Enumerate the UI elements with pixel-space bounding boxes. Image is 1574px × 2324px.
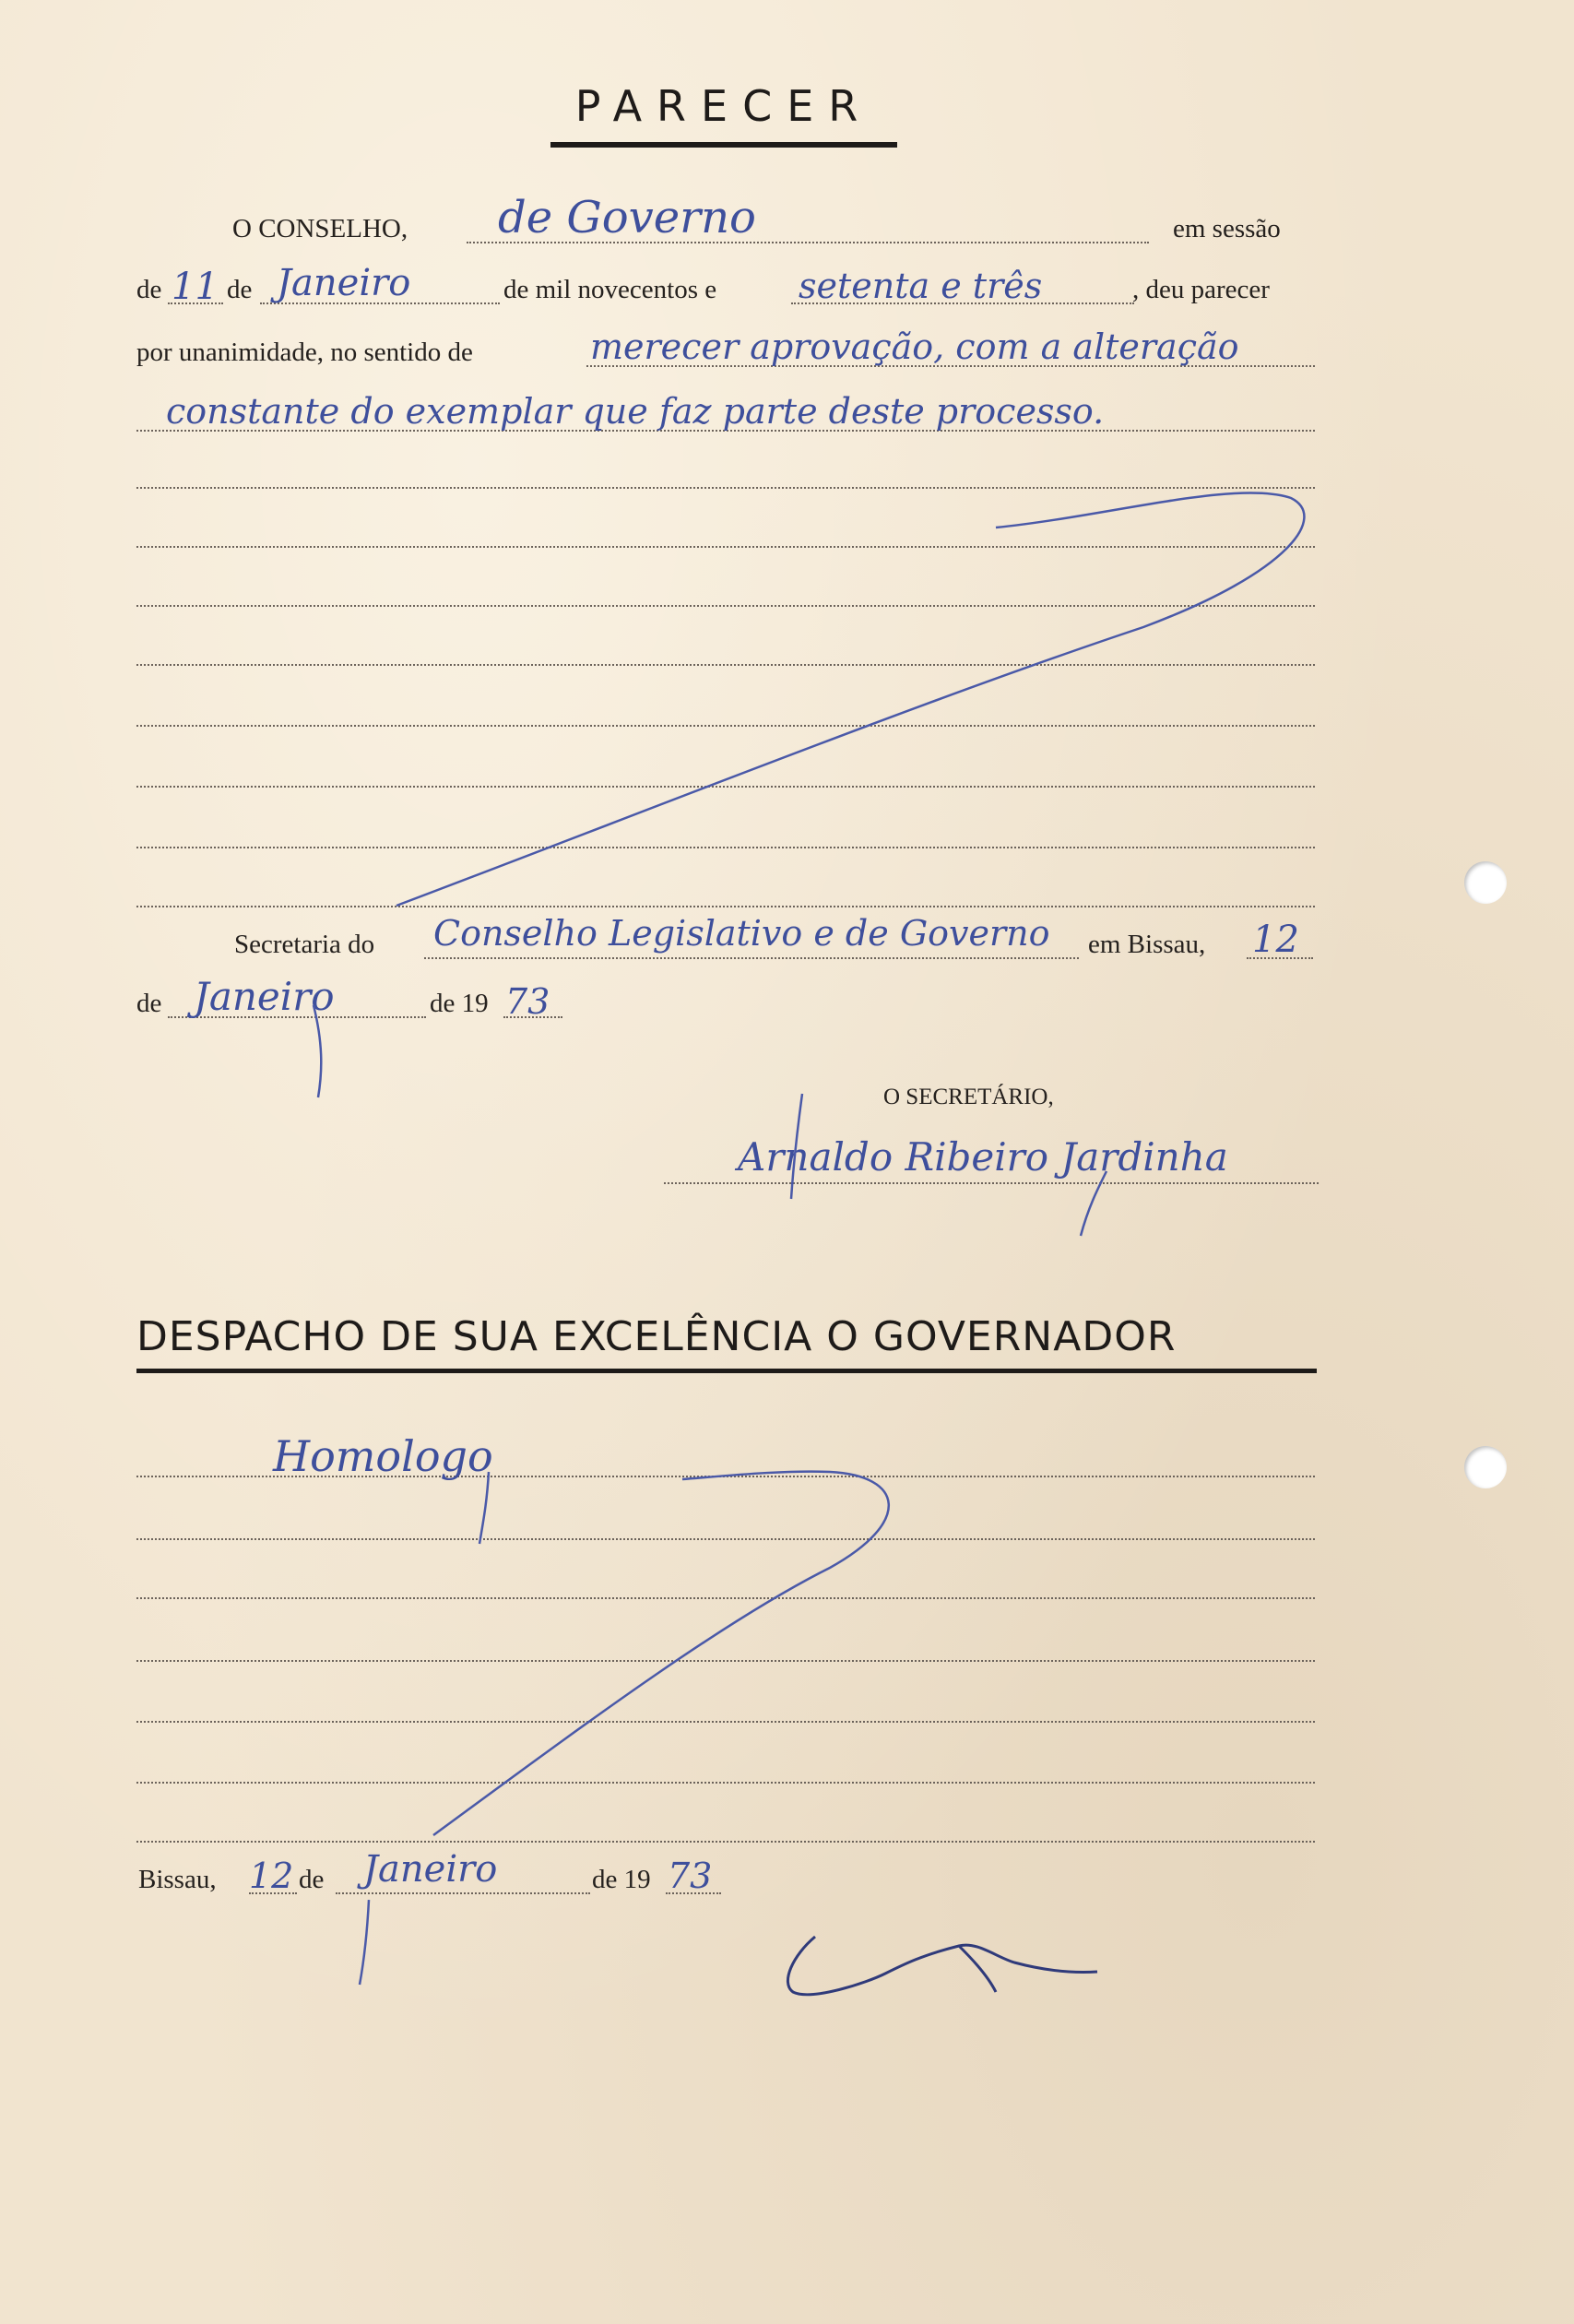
opinion-handwritten-continuation: constante do exemplar que faz parte deste processo. (166, 391, 1105, 432)
conselho-label: O CONSELHO, (232, 214, 408, 243)
despacho-cancel-stroke (433, 1472, 889, 1835)
secretario-signature: Arnaldo Ribeiro Jardinha (738, 1134, 1228, 1180)
em-bissau-label: em Bissau, (1088, 930, 1206, 959)
punch-hole-bottom (1464, 1446, 1507, 1488)
secretaria-year-handwritten: 73 (505, 981, 550, 1022)
conselho-name-handwritten: de Governo (498, 192, 756, 243)
sentido-handwritten: merecer aprovação, com a alteração (590, 326, 1239, 367)
parecer-cancel-stroke (396, 492, 1304, 906)
despacho-month-tail (360, 1900, 369, 1985)
em-sessao-label: em sessão (1173, 214, 1281, 243)
secretaria-body-handwritten: Conselho Legislativo e de Governo (433, 913, 1050, 954)
mil-novecentos-label: de mil novecentos e (503, 275, 717, 304)
day-handwritten: 11 (172, 266, 219, 308)
month-tail-stroke (314, 1005, 321, 1097)
secretaria-month-handwritten: Janeiro (194, 974, 335, 1019)
governor-signature-scribble (787, 1937, 1097, 1995)
unanimidade-label: por unanimidade, no sentido de (136, 338, 473, 367)
page-title: PARECER (574, 81, 873, 131)
month-handwritten: Janeiro (277, 262, 411, 304)
punch-hole-top (1464, 861, 1507, 904)
despacho-year-handwritten: 73 (668, 1856, 713, 1896)
secretaria-day-handwritten: 12 (1252, 919, 1299, 961)
despacho-heading: DESPACHO DE SUA EXCELÊNCIA O GOVERNADOR (136, 1313, 1177, 1360)
year-handwritten: setenta e três (799, 266, 1043, 306)
secretario-role-label: O SECRETÁRIO, (883, 1085, 1054, 1109)
homologo-tail-stroke (479, 1472, 489, 1544)
date-de-label-2: de (227, 275, 253, 304)
secretaria-label: Secretaria do (234, 930, 375, 959)
secretaria-de-label: de (136, 989, 162, 1018)
despacho-month-handwritten: Janeiro (363, 1848, 498, 1891)
despacho-day-handwritten: 12 (249, 1856, 294, 1896)
despacho-decision-handwritten: Homologo (273, 1431, 493, 1481)
despacho-city-label: Bissau, (138, 1865, 217, 1894)
signature-tail-stroke (1081, 1171, 1107, 1236)
date-de-label: de (136, 275, 162, 304)
despacho-year-label: de 19 (592, 1865, 651, 1894)
secretaria-year-label: de 19 (430, 989, 489, 1018)
despacho-de-label: de (299, 1865, 325, 1894)
deu-parecer-label: , deu parecer (1132, 275, 1270, 304)
signature-lead-stroke (791, 1094, 802, 1199)
